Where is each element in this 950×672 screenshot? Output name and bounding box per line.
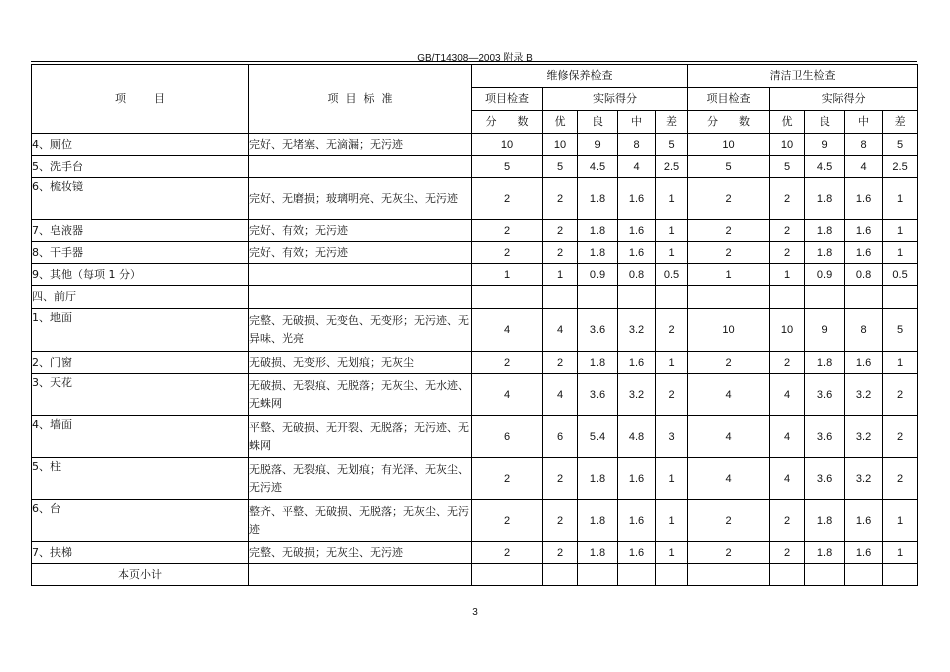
maintenance-score-excellent: 2 [543, 500, 578, 542]
maintenance-score-medium: 1.6 [618, 542, 656, 564]
cleaning-score-good: 3.6 [805, 374, 845, 416]
cleaning-check-points: 2 [688, 500, 770, 542]
cleaning-score-poor: 0.5 [883, 264, 918, 286]
row-standard: 完整、无破损；无灰尘、无污迹 [249, 542, 472, 564]
subtotal-cell [618, 564, 656, 586]
cleaning-score-good: 1.8 [805, 220, 845, 242]
cleaning-score-poor: 1 [883, 352, 918, 374]
maintenance-score-medium: 8 [618, 134, 656, 156]
table-row [32, 264, 918, 286]
cleaning-score-poor: 2 [883, 374, 918, 416]
row-item: 9、其他（每项 1 分） [32, 264, 249, 286]
row-item: 6、台 [32, 500, 249, 542]
maintenance-check-points: 10 [472, 134, 543, 156]
cleaning-check-points [688, 286, 770, 309]
row-standard: 平整、无破损、无开裂、无脱落；无污迹、无蛛网 [249, 416, 472, 458]
cleaning-score-good: 9 [805, 309, 845, 352]
cleaning-score-medium: 4 [845, 156, 883, 178]
maintenance-score-poor [656, 286, 688, 309]
row-item: 6、梳妆镜 [32, 178, 249, 220]
subtotal-cell [883, 564, 918, 586]
subtotal-cell [770, 564, 805, 586]
page-number: 3 [472, 607, 478, 618]
maintenance-score-excellent: 10 [543, 134, 578, 156]
table-row [32, 220, 918, 242]
cleaning-score-excellent: 4 [770, 416, 805, 458]
cleaning-check-points: 4 [688, 374, 770, 416]
cleaning-check-points: 1 [688, 264, 770, 286]
cleaning-score-good: 1.8 [805, 500, 845, 542]
cleaning-score-excellent: 5 [770, 156, 805, 178]
cleaning-check-points: 2 [688, 220, 770, 242]
cleaning-score-good: 1.8 [805, 178, 845, 220]
cleaning-score-good: 3.6 [805, 458, 845, 500]
maintenance-score-good: 3.6 [578, 374, 618, 416]
maintenance-score-good: 1.8 [578, 242, 618, 264]
maintenance-score-excellent: 4 [543, 374, 578, 416]
maintenance-score-good: 1.8 [578, 352, 618, 374]
maintenance-score-poor: 3 [656, 416, 688, 458]
maintenance-score-good: 4.5 [578, 156, 618, 178]
row-standard: 整齐、平整、无破损、无脱落；无灰尘、无污迹 [249, 500, 472, 542]
cleaning-score-poor: 1 [883, 220, 918, 242]
row-standard: 无脱落、无裂痕、无划痕；有光泽、无灰尘、无污迹 [249, 458, 472, 500]
cleaning-score-poor: 1 [883, 178, 918, 220]
table-row [32, 286, 918, 309]
maintenance-check-points: 2 [472, 458, 543, 500]
maintenance-check-points [472, 286, 543, 309]
cleaning-score-poor: 5 [883, 309, 918, 352]
maintenance-check-points: 6 [472, 416, 543, 458]
table-row [32, 352, 918, 374]
maintenance-check-points: 2 [472, 500, 543, 542]
cleaning-check-points: 10 [688, 309, 770, 352]
cleaning-score-excellent: 2 [770, 500, 805, 542]
c-check-points-bottom: 分 数 [688, 111, 770, 134]
row-item: 3、天花 [32, 374, 249, 416]
maintenance-score-poor: 0.5 [656, 264, 688, 286]
subtotal-cell [805, 564, 845, 586]
maintenance-score-poor: 1 [656, 542, 688, 564]
maintenance-score-good: 3.6 [578, 309, 618, 352]
row-item: 5、洗手台 [32, 156, 249, 178]
maintenance-score-medium: 4.8 [618, 416, 656, 458]
maintenance-check-points: 2 [472, 542, 543, 564]
maintenance-score-medium: 3.2 [618, 309, 656, 352]
maintenance-check-points: 2 [472, 242, 543, 264]
maintenance-score-medium: 1.6 [618, 352, 656, 374]
cleaning-score-poor: 2 [883, 416, 918, 458]
cleaning-score-medium: 0.8 [845, 264, 883, 286]
maintenance-score-excellent: 5 [543, 156, 578, 178]
c-grade-excellent: 优 [770, 111, 805, 134]
row-item: 2、门窗 [32, 352, 249, 374]
row-item: 4、墙面 [32, 416, 249, 458]
table-row [32, 416, 918, 458]
maintenance-score-medium: 1.6 [618, 178, 656, 220]
maintenance-score-good: 1.8 [578, 542, 618, 564]
m-check-points-top: 项目检查 [472, 88, 543, 111]
subtotal-label: 本页小计 [32, 564, 249, 586]
maintenance-score-excellent: 4 [543, 309, 578, 352]
subtotal-cell [578, 564, 618, 586]
maintenance-score-medium: 1.6 [618, 458, 656, 500]
row-item: 8、干手器 [32, 242, 249, 264]
cleaning-score-excellent: 4 [770, 374, 805, 416]
header-rule [31, 61, 917, 62]
maintenance-check-points: 2 [472, 352, 543, 374]
row-standard [249, 264, 472, 286]
table-row [32, 500, 918, 542]
cleaning-score-good: 1.8 [805, 352, 845, 374]
maintenance-score-poor: 1 [656, 178, 688, 220]
cleaning-score-poor: 2.5 [883, 156, 918, 178]
maintenance-score-excellent [543, 286, 578, 309]
subtotal-cell [845, 564, 883, 586]
row-item: 四、前厅 [32, 286, 249, 309]
maintenance-score-medium: 1.6 [618, 500, 656, 542]
row-item: 5、柱 [32, 458, 249, 500]
cleaning-score-good: 1.8 [805, 542, 845, 564]
row-item: 4、厕位 [32, 134, 249, 156]
cleaning-score-excellent: 10 [770, 309, 805, 352]
m-actual-score: 实际得分 [543, 88, 688, 111]
c-grade-good: 良 [805, 111, 845, 134]
maintenance-score-poor: 1 [656, 352, 688, 374]
cleaning-score-good: 0.9 [805, 264, 845, 286]
cleaning-check-points: 4 [688, 416, 770, 458]
maintenance-score-medium: 3.2 [618, 374, 656, 416]
maintenance-score-good: 1.8 [578, 220, 618, 242]
maintenance-score-medium: 0.8 [618, 264, 656, 286]
maintenance-score-medium: 4 [618, 156, 656, 178]
row-standard: 完好、有效；无污迹 [249, 220, 472, 242]
maintenance-check-points: 4 [472, 374, 543, 416]
table-row [32, 309, 918, 352]
c-check-points-top: 项目检查 [688, 88, 770, 111]
cleaning-score-poor: 1 [883, 500, 918, 542]
maintenance-score-excellent: 2 [543, 242, 578, 264]
table-row [32, 156, 918, 178]
cleaning-score-medium [845, 286, 883, 309]
subtotal-cell [656, 564, 688, 586]
m-grade-poor: 差 [656, 111, 688, 134]
c-grade-medium: 中 [845, 111, 883, 134]
cleaning-score-good: 1.8 [805, 242, 845, 264]
m-grade-excellent: 优 [543, 111, 578, 134]
cleaning-score-medium: 1.6 [845, 220, 883, 242]
maintenance-score-good: 1.8 [578, 458, 618, 500]
cleaning-score-excellent: 2 [770, 220, 805, 242]
maintenance-score-poor: 1 [656, 458, 688, 500]
row-item: 7、扶梯 [32, 542, 249, 564]
table-row [32, 242, 918, 264]
maintenance-score-poor: 2 [656, 374, 688, 416]
maintenance-score-good [578, 286, 618, 309]
c-actual-score: 实际得分 [770, 88, 918, 111]
cleaning-score-good: 4.5 [805, 156, 845, 178]
m-check-points-bottom: 分 数 [472, 111, 543, 134]
cleaning-score-poor: 1 [883, 542, 918, 564]
maintenance-score-excellent: 2 [543, 542, 578, 564]
m-grade-good: 良 [578, 111, 618, 134]
maintenance-score-excellent: 6 [543, 416, 578, 458]
cleaning-check-points: 2 [688, 542, 770, 564]
maintenance-score-good: 9 [578, 134, 618, 156]
maintenance-score-excellent: 2 [543, 178, 578, 220]
maintenance-score-good: 5.4 [578, 416, 618, 458]
table-row [32, 542, 918, 564]
inspection-table [31, 64, 918, 586]
cleaning-score-poor [883, 286, 918, 309]
cleaning-score-good: 9 [805, 134, 845, 156]
subtotal-cell [249, 564, 472, 586]
cleaning-score-medium: 1.6 [845, 542, 883, 564]
cleaning-score-excellent: 2 [770, 178, 805, 220]
subtotal-cell [543, 564, 578, 586]
subtotal-cell [688, 564, 770, 586]
cleaning-score-good [805, 286, 845, 309]
cleaning-score-medium: 1.6 [845, 242, 883, 264]
maintenance-score-excellent: 2 [543, 458, 578, 500]
cleaning-score-excellent: 2 [770, 242, 805, 264]
cleaning-score-excellent: 4 [770, 458, 805, 500]
cleaning-score-medium: 1.6 [845, 352, 883, 374]
maintenance-score-good: 1.8 [578, 178, 618, 220]
maintenance-score-medium: 1.6 [618, 242, 656, 264]
row-standard: 无破损、无裂痕、无脱落；无灰尘、无水迹、无蛛网 [249, 374, 472, 416]
maintenance-score-excellent: 2 [543, 352, 578, 374]
cleaning-score-medium: 1.6 [845, 178, 883, 220]
m-grade-medium: 中 [618, 111, 656, 134]
row-standard: 无破损、无变形、无划痕；无灰尘 [249, 352, 472, 374]
table-row [32, 134, 918, 156]
maintenance-score-excellent: 1 [543, 264, 578, 286]
cleaning-check-points: 4 [688, 458, 770, 500]
cleaning-score-poor: 1 [883, 242, 918, 264]
subtotal-cell [472, 564, 543, 586]
maintenance-check-points: 1 [472, 264, 543, 286]
maintenance-score-good: 1.8 [578, 500, 618, 542]
maintenance-score-poor: 1 [656, 500, 688, 542]
col-header-standard: 项 目 标 准 [249, 65, 472, 134]
row-item: 1、地面 [32, 309, 249, 352]
row-item: 7、皂液器 [32, 220, 249, 242]
row-standard: 完好、无磨损；玻璃明亮、无灰尘、无污迹 [249, 178, 472, 220]
cleaning-score-excellent [770, 286, 805, 309]
maintenance-score-poor: 1 [656, 220, 688, 242]
cleaning-check-points: 2 [688, 352, 770, 374]
maintenance-score-excellent: 2 [543, 220, 578, 242]
maintenance-score-poor: 1 [656, 242, 688, 264]
maintenance-check-points: 5 [472, 156, 543, 178]
table-row [32, 458, 918, 500]
table-row [32, 178, 918, 220]
col-header-item: 项 目 [32, 65, 249, 134]
cleaning-score-poor: 2 [883, 458, 918, 500]
cleaning-check-points: 2 [688, 242, 770, 264]
cleaning-check-points: 5 [688, 156, 770, 178]
maintenance-check-points: 2 [472, 178, 543, 220]
cleaning-score-medium: 8 [845, 134, 883, 156]
cleaning-check-points: 10 [688, 134, 770, 156]
cleaning-score-medium: 3.2 [845, 458, 883, 500]
maintenance-score-medium [618, 286, 656, 309]
cleaning-score-excellent: 10 [770, 134, 805, 156]
row-standard [249, 286, 472, 309]
maintenance-score-poor: 5 [656, 134, 688, 156]
maintenance-score-poor: 2 [656, 309, 688, 352]
table-row [32, 374, 918, 416]
maintenance-score-good: 0.9 [578, 264, 618, 286]
cleaning-score-good: 3.6 [805, 416, 845, 458]
subtotal-row [32, 564, 918, 586]
cleaning-score-medium: 3.2 [845, 374, 883, 416]
maintenance-check-points: 2 [472, 220, 543, 242]
col-header-maintenance: 维修保养检查 [472, 65, 688, 88]
cleaning-score-medium: 3.2 [845, 416, 883, 458]
cleaning-score-excellent: 2 [770, 352, 805, 374]
row-standard: 完整、无破损、无变色、无变形；无污迹、无异味、光亮 [249, 309, 472, 352]
document-header: GB/T14308—2003 附录 B [417, 53, 533, 64]
maintenance-score-medium: 1.6 [618, 220, 656, 242]
cleaning-score-medium: 8 [845, 309, 883, 352]
cleaning-check-points: 2 [688, 178, 770, 220]
maintenance-score-poor: 2.5 [656, 156, 688, 178]
cleaning-score-excellent: 2 [770, 542, 805, 564]
row-standard: 完好、无堵塞、无滴漏；无污迹 [249, 134, 472, 156]
maintenance-check-points: 4 [472, 309, 543, 352]
col-header-cleaning: 清洁卫生检查 [688, 65, 918, 88]
c-grade-poor: 差 [883, 111, 918, 134]
cleaning-score-medium: 1.6 [845, 500, 883, 542]
row-standard: 完好、有效；无污迹 [249, 242, 472, 264]
cleaning-score-poor: 5 [883, 134, 918, 156]
row-standard [249, 156, 472, 178]
cleaning-score-excellent: 1 [770, 264, 805, 286]
